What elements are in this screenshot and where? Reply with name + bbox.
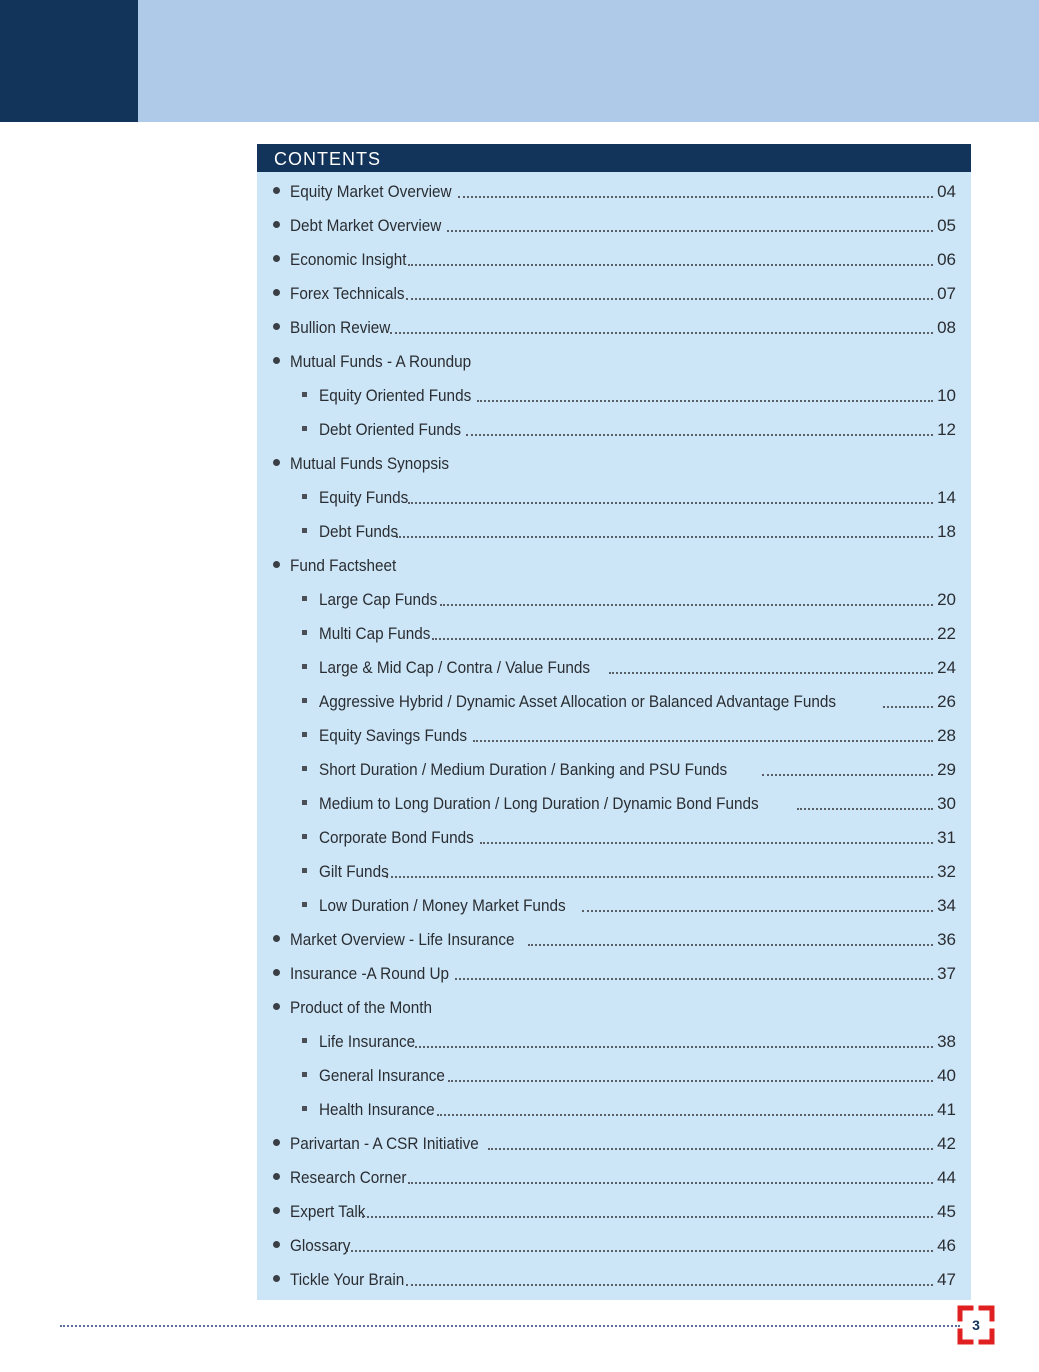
entry-title: Equity Oriented Funds <box>319 386 472 405</box>
dot-leader <box>458 196 933 198</box>
entry-line <box>290 962 956 984</box>
toc-entry[interactable] <box>257 1160 971 1194</box>
entry-line <box>290 1132 956 1154</box>
round-bullet-icon <box>273 255 280 262</box>
entry-line <box>319 1030 956 1052</box>
entry-line <box>290 1268 956 1290</box>
round-bullet-icon <box>273 323 280 330</box>
toc-entry[interactable] <box>257 174 971 208</box>
round-bullet-icon <box>273 1207 280 1214</box>
entry-line <box>290 282 956 304</box>
dot-leader <box>408 1182 933 1184</box>
toc-subentry[interactable] <box>257 786 971 820</box>
dot-leader <box>408 264 933 266</box>
toc-subentry[interactable] <box>257 684 971 718</box>
toc-entry[interactable] <box>257 1262 971 1296</box>
toc-subentry[interactable] <box>257 412 971 446</box>
round-bullet-icon <box>273 561 280 568</box>
entry-title: Bullion Review <box>290 318 391 337</box>
toc-subentry[interactable] <box>257 854 971 888</box>
entry-title: Equity Savings Funds <box>319 726 467 745</box>
contents-panel <box>257 144 971 1300</box>
entry-line <box>319 1098 956 1120</box>
entry-page-number: 46 <box>937 1236 956 1255</box>
dot-leader <box>362 1216 933 1218</box>
entry-title: Expert Talk <box>290 1202 366 1221</box>
entry-line <box>319 860 956 882</box>
round-bullet-icon <box>273 459 280 466</box>
toc-entry[interactable] <box>257 990 971 1024</box>
entry-page-number: 30 <box>937 794 956 813</box>
toc-subentry[interactable] <box>257 1058 971 1092</box>
entry-line <box>290 1234 956 1256</box>
entry-line <box>319 758 956 780</box>
entry-page-number: 42 <box>937 1134 956 1153</box>
entry-line <box>319 1064 956 1086</box>
dot-leader <box>415 1046 933 1048</box>
entry-title: Debt Market Overview <box>290 216 442 235</box>
entry-line <box>290 316 956 338</box>
square-bullet-icon <box>302 834 307 839</box>
toc-subentry[interactable] <box>257 752 971 786</box>
entry-line <box>319 622 956 644</box>
footer-dotted-rule <box>60 1325 960 1327</box>
dot-leader <box>883 706 933 708</box>
entry-title: Low Duration / Money Market Funds <box>319 896 566 915</box>
round-bullet-icon <box>273 969 280 976</box>
toc-entry[interactable] <box>257 956 971 990</box>
entry-page-number: 41 <box>937 1100 956 1119</box>
dot-leader <box>477 400 933 402</box>
square-bullet-icon <box>302 426 307 431</box>
entry-page-number: 44 <box>937 1168 956 1187</box>
entry-line <box>319 894 956 916</box>
entry-page-number: 22 <box>937 624 956 643</box>
entry-page-number: 36 <box>937 930 956 949</box>
entry-title: Forex Technicals <box>290 284 405 303</box>
entry-title: Corporate Bond Funds <box>319 828 474 847</box>
dot-leader <box>488 1148 933 1150</box>
toc-subentry[interactable] <box>257 378 971 412</box>
toc-subentry[interactable] <box>257 650 971 684</box>
entry-line <box>290 554 956 576</box>
entry-line <box>319 826 956 848</box>
entry-title: Parivartan - A CSR Initiative <box>290 1134 479 1153</box>
toc-subentry[interactable] <box>257 480 971 514</box>
entry-title: Debt Oriented Funds <box>319 420 462 439</box>
entry-line <box>290 928 956 950</box>
entry-page-number: 18 <box>937 522 956 541</box>
entry-page-number: 29 <box>937 760 956 779</box>
entry-line <box>319 724 956 746</box>
entry-title: Market Overview - Life Insurance <box>290 930 515 949</box>
entry-page-number: 20 <box>937 590 956 609</box>
square-bullet-icon <box>302 868 307 873</box>
entry-title: Economic Insight <box>290 250 407 269</box>
square-bullet-icon <box>302 1038 307 1043</box>
entry-line <box>319 588 956 610</box>
entry-title: Research Corner <box>290 1168 407 1187</box>
entry-title: Equity Market Overview <box>290 182 452 201</box>
entry-line <box>319 656 956 678</box>
toc-subentry[interactable] <box>257 820 971 854</box>
entry-page-number: 05 <box>937 216 956 235</box>
dot-leader <box>408 502 934 504</box>
entry-title: Aggressive Hybrid / Dynamic Asset Allocation or Balanced Advantage Funds <box>319 692 837 711</box>
entry-line <box>290 1200 956 1222</box>
entry-page-number: 38 <box>937 1032 956 1051</box>
dot-leader <box>406 1284 933 1286</box>
entry-title: Large & Mid Cap / Contra / Value Funds <box>319 658 591 677</box>
entry-title: Mutual Funds Synopsis <box>290 454 450 473</box>
square-bullet-icon <box>302 800 307 805</box>
entry-title: Tickle Your Brain <box>290 1270 405 1289</box>
entry-page-number: 07 <box>937 284 956 303</box>
dot-leader <box>390 332 933 334</box>
round-bullet-icon <box>273 187 280 194</box>
entry-title: Debt Funds <box>319 522 399 541</box>
dot-leader <box>386 876 933 878</box>
dot-leader <box>447 230 933 232</box>
page-number-badge <box>957 1305 995 1345</box>
entry-page-number: 40 <box>937 1066 956 1085</box>
entry-page-number: 12 <box>937 420 956 439</box>
dot-leader <box>609 672 933 674</box>
toc-subentry[interactable] <box>257 616 971 650</box>
entry-page-number: 10 <box>937 386 956 405</box>
round-bullet-icon <box>273 289 280 296</box>
entry-page-number: 32 <box>937 862 956 881</box>
dot-leader <box>582 910 933 912</box>
entry-line <box>290 214 956 236</box>
entry-line <box>319 690 956 712</box>
entry-title: Health Insurance <box>319 1100 435 1119</box>
entry-title: Life Insurance <box>319 1032 416 1051</box>
header-light-band <box>138 0 1039 122</box>
dot-leader <box>440 604 933 606</box>
toc-subentry[interactable] <box>257 514 971 548</box>
entry-page-number: 37 <box>937 964 956 983</box>
contents-title: CONTENTS <box>274 149 381 169</box>
entry-page-number: 47 <box>937 1270 956 1289</box>
entry-page-number: 28 <box>937 726 956 745</box>
entry-title: Multi Cap Funds <box>319 624 431 643</box>
round-bullet-icon <box>273 1275 280 1282</box>
toc-entry[interactable] <box>257 208 971 242</box>
toc-entry[interactable] <box>257 1194 971 1228</box>
dot-leader <box>432 638 933 640</box>
entry-title: Insurance -A Round Up <box>290 964 450 983</box>
entry-page-number: 08 <box>937 318 956 337</box>
square-bullet-icon <box>302 698 307 703</box>
square-bullet-icon <box>302 902 307 907</box>
toc-entry[interactable] <box>257 446 971 480</box>
entry-line <box>290 452 956 474</box>
entry-page-number: 04 <box>937 182 956 201</box>
entry-page-number: 45 <box>937 1202 956 1221</box>
page-number: 3 <box>972 1317 980 1333</box>
entry-title: Mutual Funds - A Roundup <box>290 352 472 371</box>
toc-entry[interactable] <box>257 344 971 378</box>
toc-entry[interactable] <box>257 922 971 956</box>
entry-page-number: 06 <box>937 250 956 269</box>
toc-entry[interactable] <box>257 1126 971 1160</box>
dot-leader <box>396 536 933 538</box>
entry-title: Equity Funds <box>319 488 409 507</box>
square-bullet-icon <box>302 630 307 635</box>
dot-leader <box>473 740 933 742</box>
entry-title: Product of the Month <box>290 998 433 1017</box>
toc-subentry[interactable] <box>257 718 971 752</box>
dot-leader <box>797 808 933 810</box>
toc-subentry[interactable] <box>257 888 971 922</box>
dot-leader <box>528 944 933 946</box>
entry-page-number: 14 <box>937 488 956 507</box>
dot-leader <box>455 978 933 980</box>
dot-leader <box>466 434 933 436</box>
round-bullet-icon <box>273 1241 280 1248</box>
entry-title: General Insurance <box>319 1066 445 1085</box>
square-bullet-icon <box>302 664 307 669</box>
toc-entry[interactable] <box>257 276 971 310</box>
entry-title: Gilt Funds <box>319 862 389 881</box>
entry-line <box>290 180 956 202</box>
entry-line <box>290 350 956 372</box>
entry-page-number: 34 <box>937 896 956 915</box>
contents-header <box>257 144 971 172</box>
square-bullet-icon <box>302 596 307 601</box>
square-bullet-icon <box>302 494 307 499</box>
entry-title: Short Duration / Medium Duration / Banking and PSU Funds <box>319 760 728 779</box>
round-bullet-icon <box>273 1139 280 1146</box>
entry-title: Large Cap Funds <box>319 590 438 609</box>
toc-entry[interactable] <box>257 1228 971 1262</box>
entry-page-number: 31 <box>937 828 956 847</box>
dot-leader <box>437 1114 933 1116</box>
square-bullet-icon <box>302 392 307 397</box>
dot-leader <box>480 842 933 844</box>
toc-entry[interactable] <box>257 548 971 582</box>
toc-entry[interactable] <box>257 310 971 344</box>
entry-page-number: 24 <box>937 658 956 677</box>
dot-leader <box>346 1250 933 1252</box>
entry-line <box>290 248 956 270</box>
round-bullet-icon <box>273 357 280 364</box>
toc-entry[interactable] <box>257 242 971 276</box>
entry-line <box>319 792 956 814</box>
dot-leader <box>406 298 933 300</box>
entry-page-number: 26 <box>937 692 956 711</box>
round-bullet-icon <box>273 221 280 228</box>
toc-subentry[interactable] <box>257 1024 971 1058</box>
square-bullet-icon <box>302 1106 307 1111</box>
square-bullet-icon <box>302 1072 307 1077</box>
entry-title: Glossary <box>290 1236 351 1255</box>
round-bullet-icon <box>273 1003 280 1010</box>
entry-title: Medium to Long Duration / Long Duration / Dynamic Bond Funds <box>319 794 759 813</box>
toc-subentry[interactable] <box>257 1092 971 1126</box>
dot-leader <box>448 1080 933 1082</box>
square-bullet-icon <box>302 732 307 737</box>
toc-subentry[interactable] <box>257 582 971 616</box>
entry-line <box>319 384 956 406</box>
round-bullet-icon <box>273 1173 280 1180</box>
entry-title: Fund Factsheet <box>290 556 397 575</box>
round-bullet-icon <box>273 935 280 942</box>
header-dark-block <box>0 0 138 122</box>
square-bullet-icon <box>302 528 307 533</box>
entry-line <box>319 418 956 440</box>
entry-line <box>290 1166 956 1188</box>
dot-leader <box>762 774 933 776</box>
square-bullet-icon <box>302 766 307 771</box>
entry-line <box>290 996 956 1018</box>
entry-line <box>319 486 956 508</box>
entry-line <box>319 520 956 542</box>
